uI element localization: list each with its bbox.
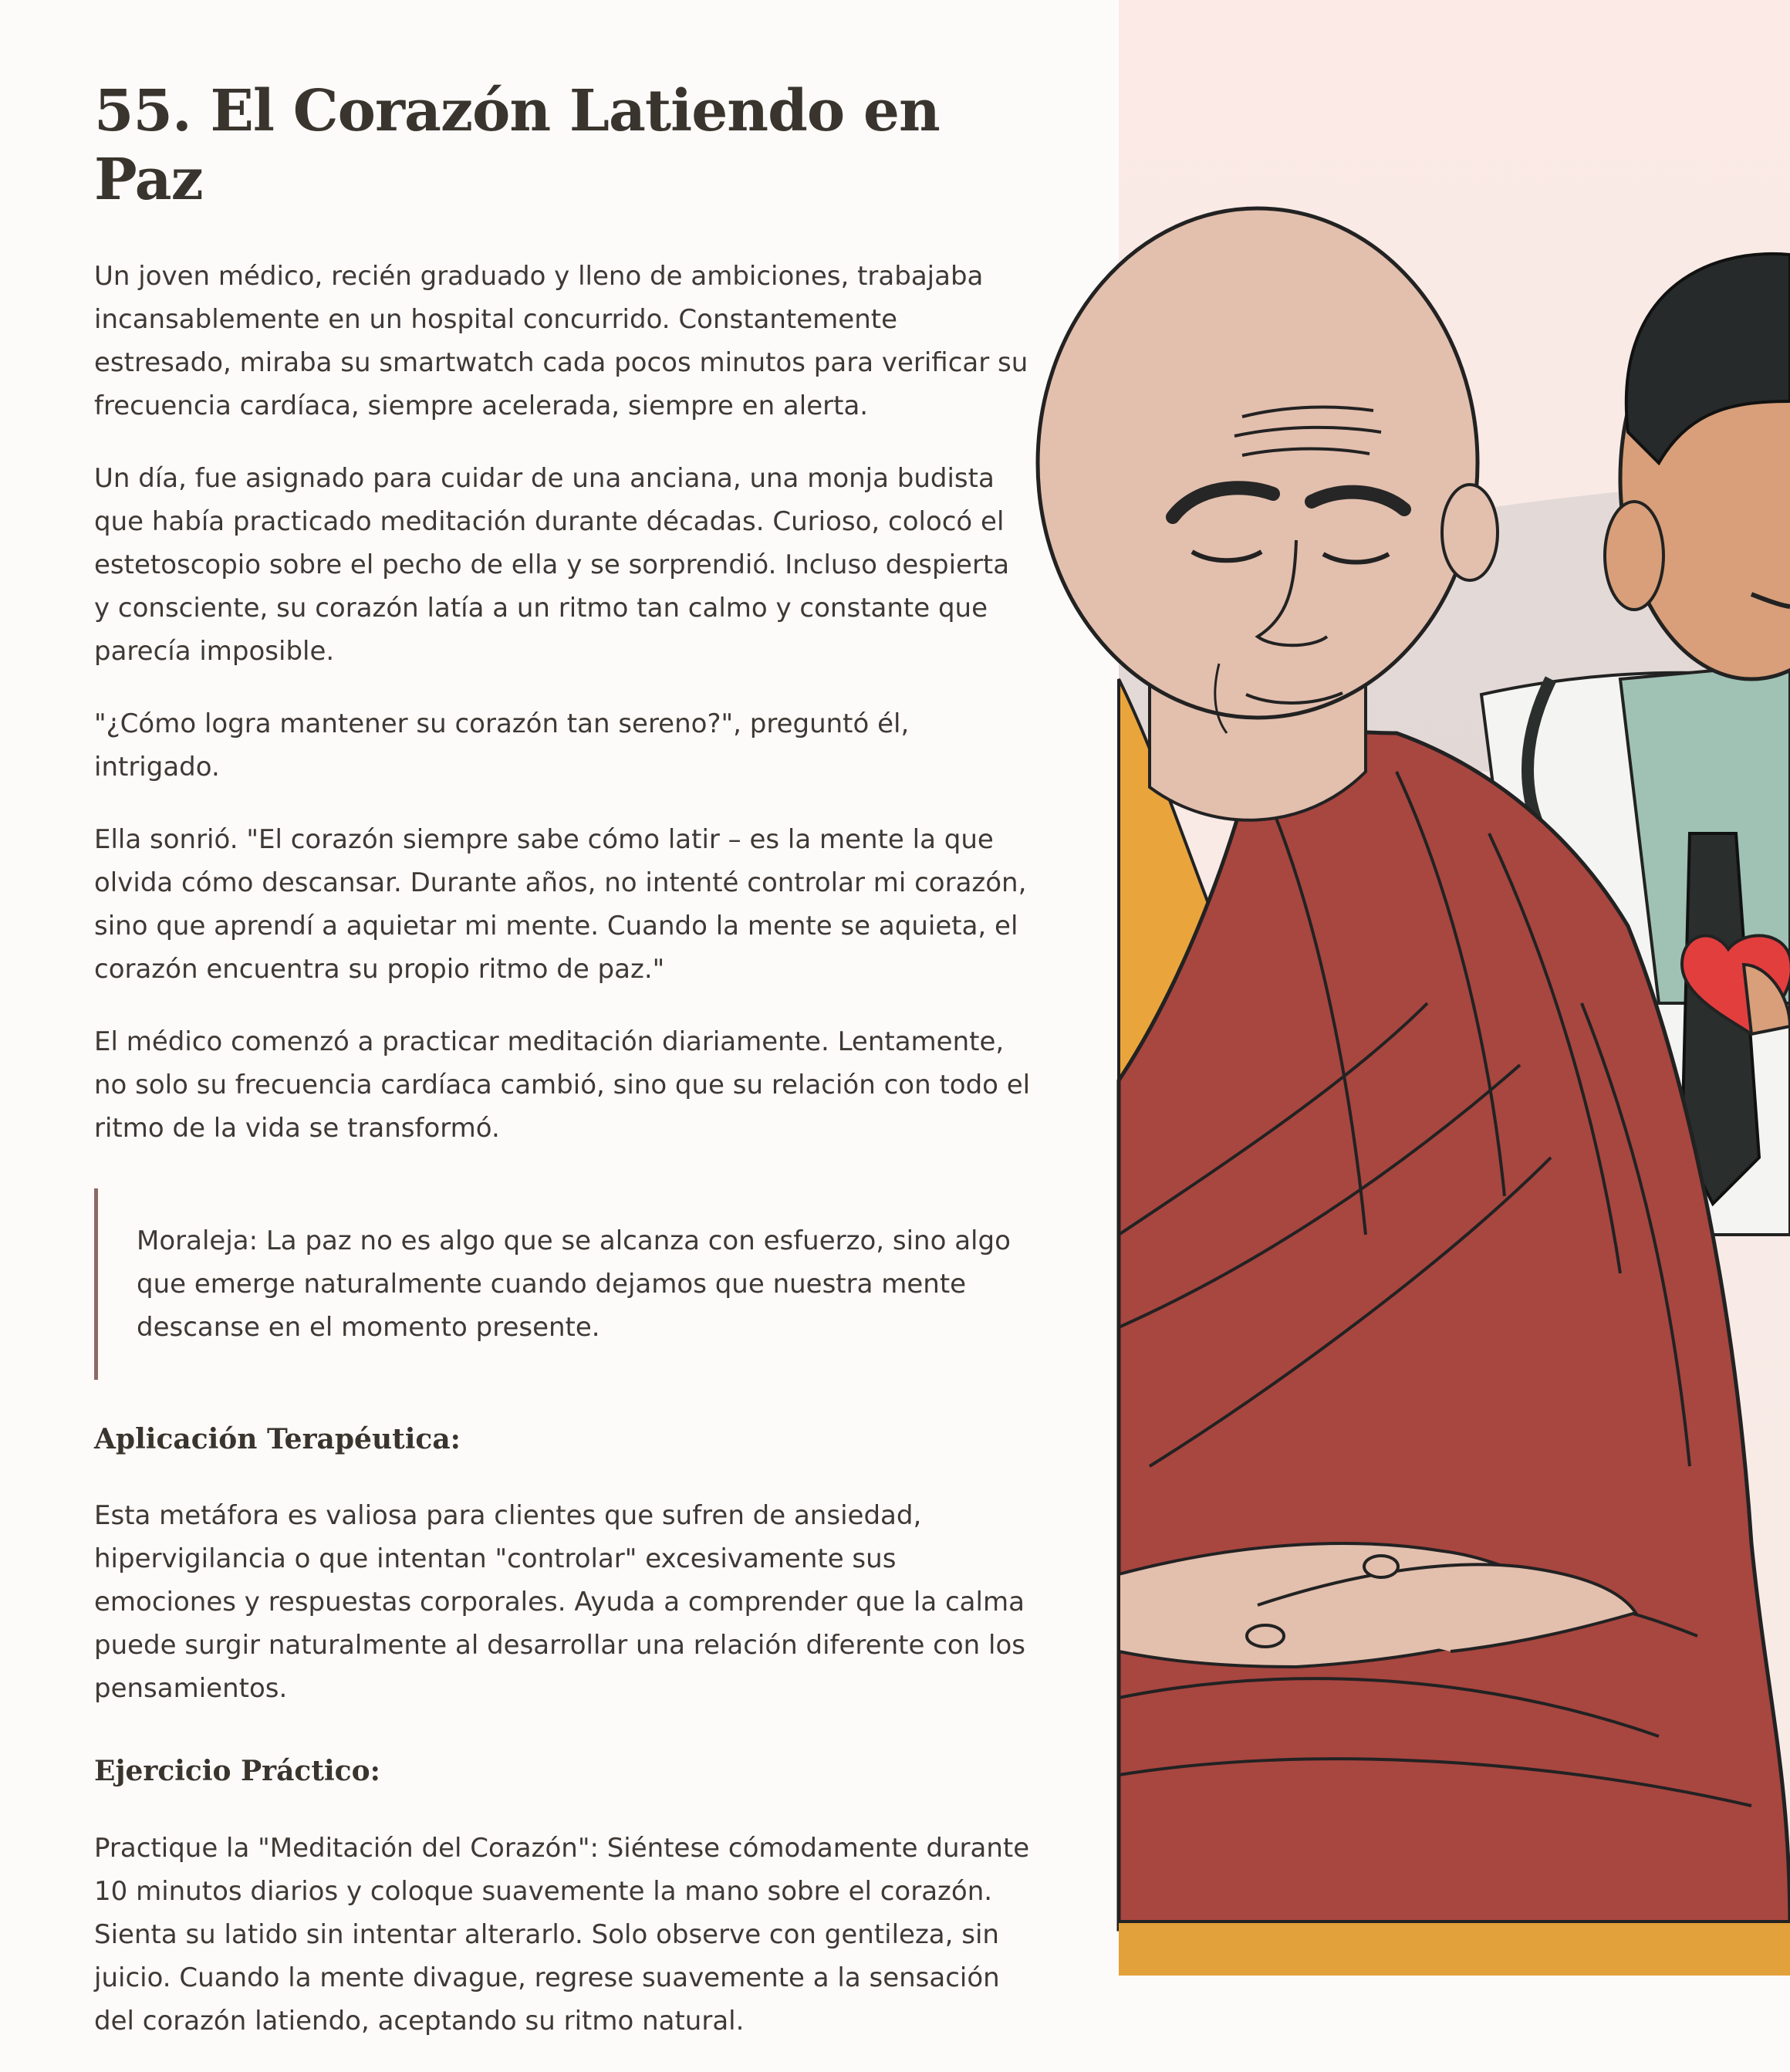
monk-and-doctor-illustration — [1119, 0, 1790, 1976]
story-paragraph-1: Un joven médico, recién graduado y lleno de ambiciones, trabajaba incansablemente en un hospital concurrido. Constantemente estresado, miraba su smartwatch cada pocos minutos para verificar su frecuencia cardíaca, siempre acelerada, siempre en alerta. — [94, 260, 1028, 421]
application-text: Esta metáfora es valiosa para clientes que sufren de ansiedad, hipervigilancia o que intentan "controlar" excesivamente sus emociones y respuestas corporales. Ayuda a comprender que la calma puede surgir naturalmente al desarrollar una relación diferente con los pensamientos. — [94, 1500, 1025, 1705]
story-paragraph-5: El médico comenzó a practicar meditación diariamente. Lentamente, no solo su frecuencia cardíaca cambió, sino que su relación con todo el ritmo de la vida se transformó. — [94, 1026, 1031, 1144]
exercise-text: Practique la "Meditación del Corazón": Siéntese cómodamente durante 10 minutos diarios y coloque suavemente la mano sobre el corazón. Sienta su latido sin intentar alterarlo. Solo observe con gentileza, sin juicio. Cuando la mente divague, regrese suavemente a la sensación del corazón latiendo, aceptando su ritmo natural. — [94, 1833, 1030, 2037]
application-heading: Aplicación Terapéutica: — [94, 1422, 461, 1455]
moral-quote — [94, 1188, 1032, 1380]
exercise-heading: Ejercicio Práctico: — [94, 1755, 380, 1788]
story-paragraph-2: Un día, fue asignado para cuidar de una anciana, una monja budista que había practicado meditación durante décadas. Curioso, colocó el estetoscopio sobre el pecho de ella y se sorprendió. Incluso despierta y consciente, su corazón latía a un ritmo tan calmo y constante que parecía imposible. — [94, 462, 1010, 667]
moral-text: Moraleja: La paz no es algo que se alcanza con esfuerzo, sino algo que emerge naturalmente cuando dejamos que nuestra mente descanse en el momento presente. — [137, 1225, 1011, 1343]
illustration — [1119, 0, 1790, 1976]
page-title: 55. El Corazón Latiendo en Paz — [94, 78, 940, 213]
story-paragraph-3: "¿Cómo logra mantener su corazón tan sereno?", preguntó él, intrigado. — [94, 708, 910, 782]
article — [94, 77, 1032, 2072]
story-paragraph-4: Ella sonrió. "El corazón siempre sabe cómo latir – es la mente la que olvida cómo descansar. Durante años, no intenté controlar mi corazón, sino que aprendí a aquietar mi mente. Cuando la mente se aquieta, el corazón encuentra su propio ritmo de paz." — [94, 823, 1027, 985]
